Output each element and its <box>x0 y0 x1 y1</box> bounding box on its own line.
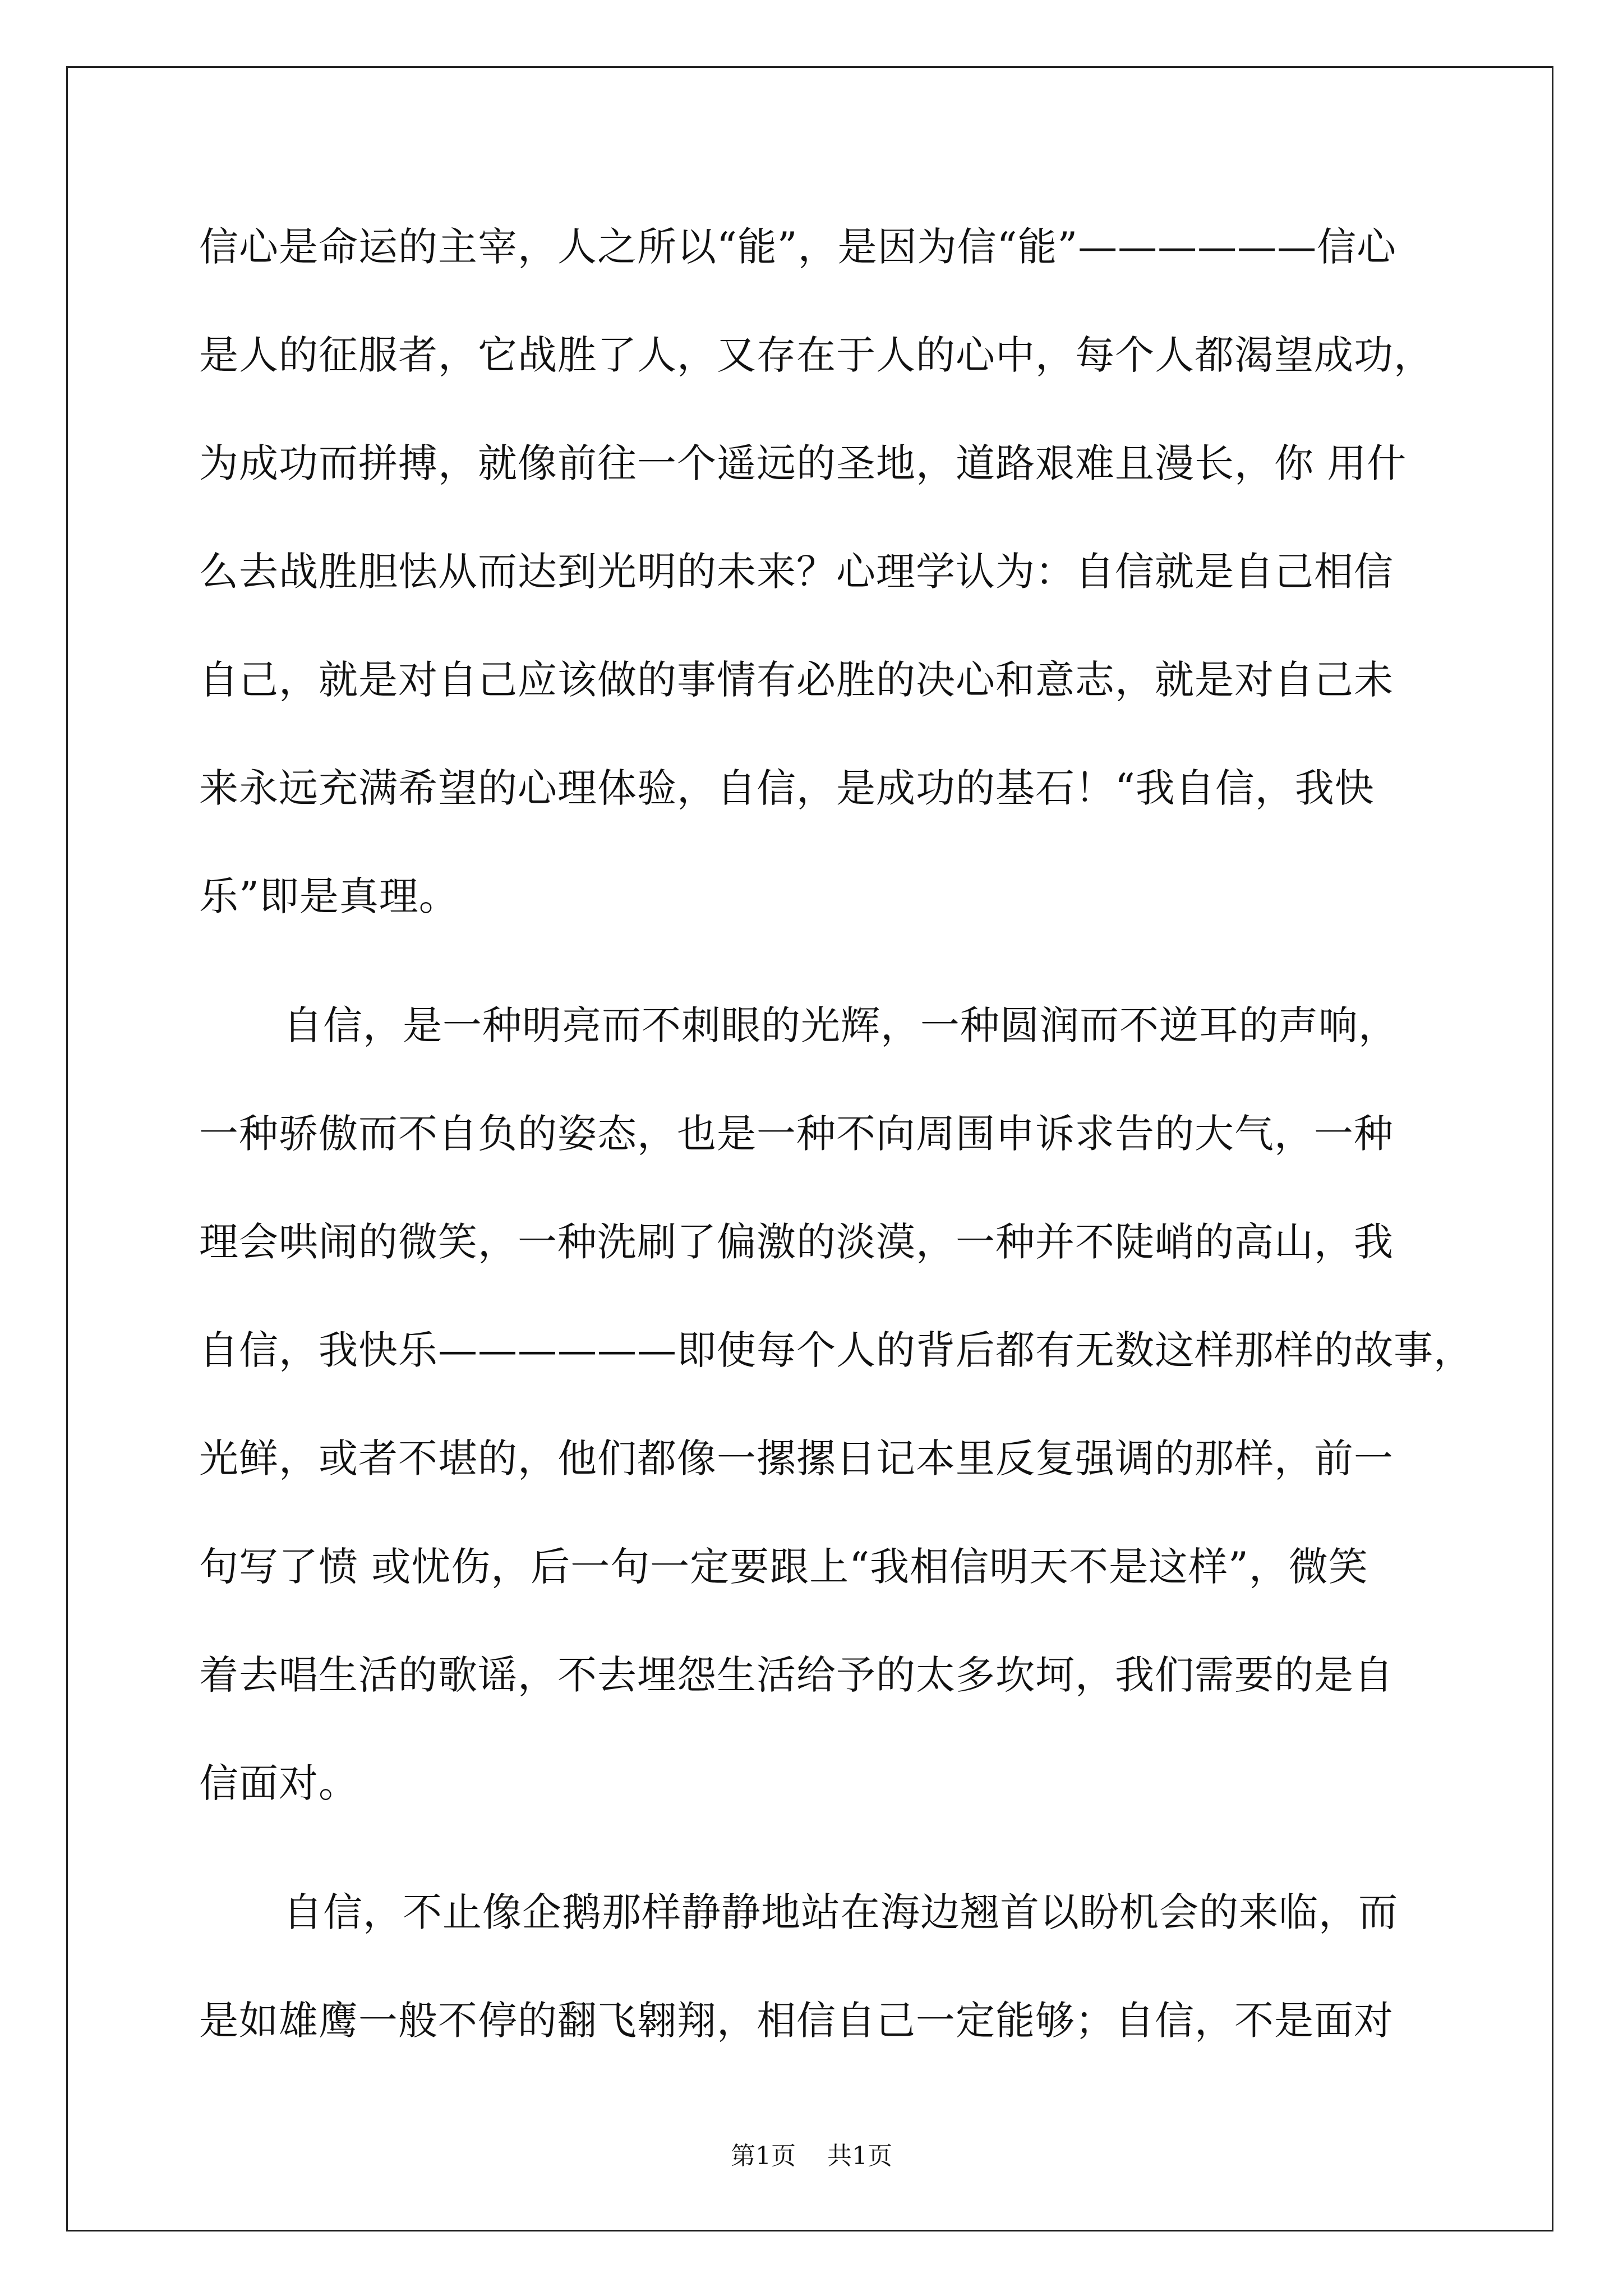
text-line: 光鲜，或者不堪的，他们都像一摞摞日记本里反复强调的那样，前一 <box>199 1435 1394 1481</box>
text-line: 着去唱生活的歌谣，不去埋怨生活给予的太多坎坷，我们需要的是自 <box>199 1652 1394 1698</box>
text-line: 么去战胜胆怯从而达到光明的未来？心理学认为：自信就是自己相信 <box>199 549 1394 595</box>
text-line: 自己，就是对自己应该做的事情有必胜的决心和意志，就是对自己未 <box>199 657 1394 703</box>
text-line: 来永远充满希望的心理体验，自信，是成功的基石！“我自信，我快 <box>199 765 1375 811</box>
text-line: 句写了愤 或忧伤，后一句一定要跟上“我相信明天不是这样”，微笑 <box>199 1544 1368 1590</box>
text-line: 信面对。 <box>199 1760 358 1806</box>
text-line: 一种骄傲而不自负的姿态，也是一种不向周围申诉求告的大气，一种 <box>199 1111 1394 1157</box>
text-line: 自信，不止像企鹅那样静静地站在海边翘首以盼机会的来临，而 <box>283 1889 1398 1935</box>
text-line: 是人的征服者，它战胜了人，又存在于人的心中，每个人都渴望成功， <box>199 332 1433 378</box>
text-line: 自信，我快乐——————即使每个人的背后都有无数这样那样的故事， <box>199 1327 1473 1373</box>
text-line: 为成功而拼搏，就像前往一个遥远的圣地，道路艰难且漫长，你 用什 <box>199 440 1407 486</box>
text-line: 乐”即是真理。 <box>199 873 459 919</box>
page-number-footer: 第1页 共1页 <box>731 2142 892 2170</box>
text-line: 是如雄鹰一般不停的翻飞翱翔，相信自己一定能够；自信，不是面对 <box>199 1998 1394 2044</box>
text-line: 理会哄闹的微笑，一种洗刷了偏激的淡漠，一种并不陡峭的高山，我 <box>199 1219 1394 1265</box>
text-line: 自信，是一种明亮而不刺眼的光辉，一种圆润而不逆耳的声响， <box>283 1002 1398 1048</box>
text-line: 信心是命运的主宰，人之所以“能”，是因为信“能”——————信心 <box>199 224 1397 270</box>
document-body <box>199 219 1473 2101</box>
